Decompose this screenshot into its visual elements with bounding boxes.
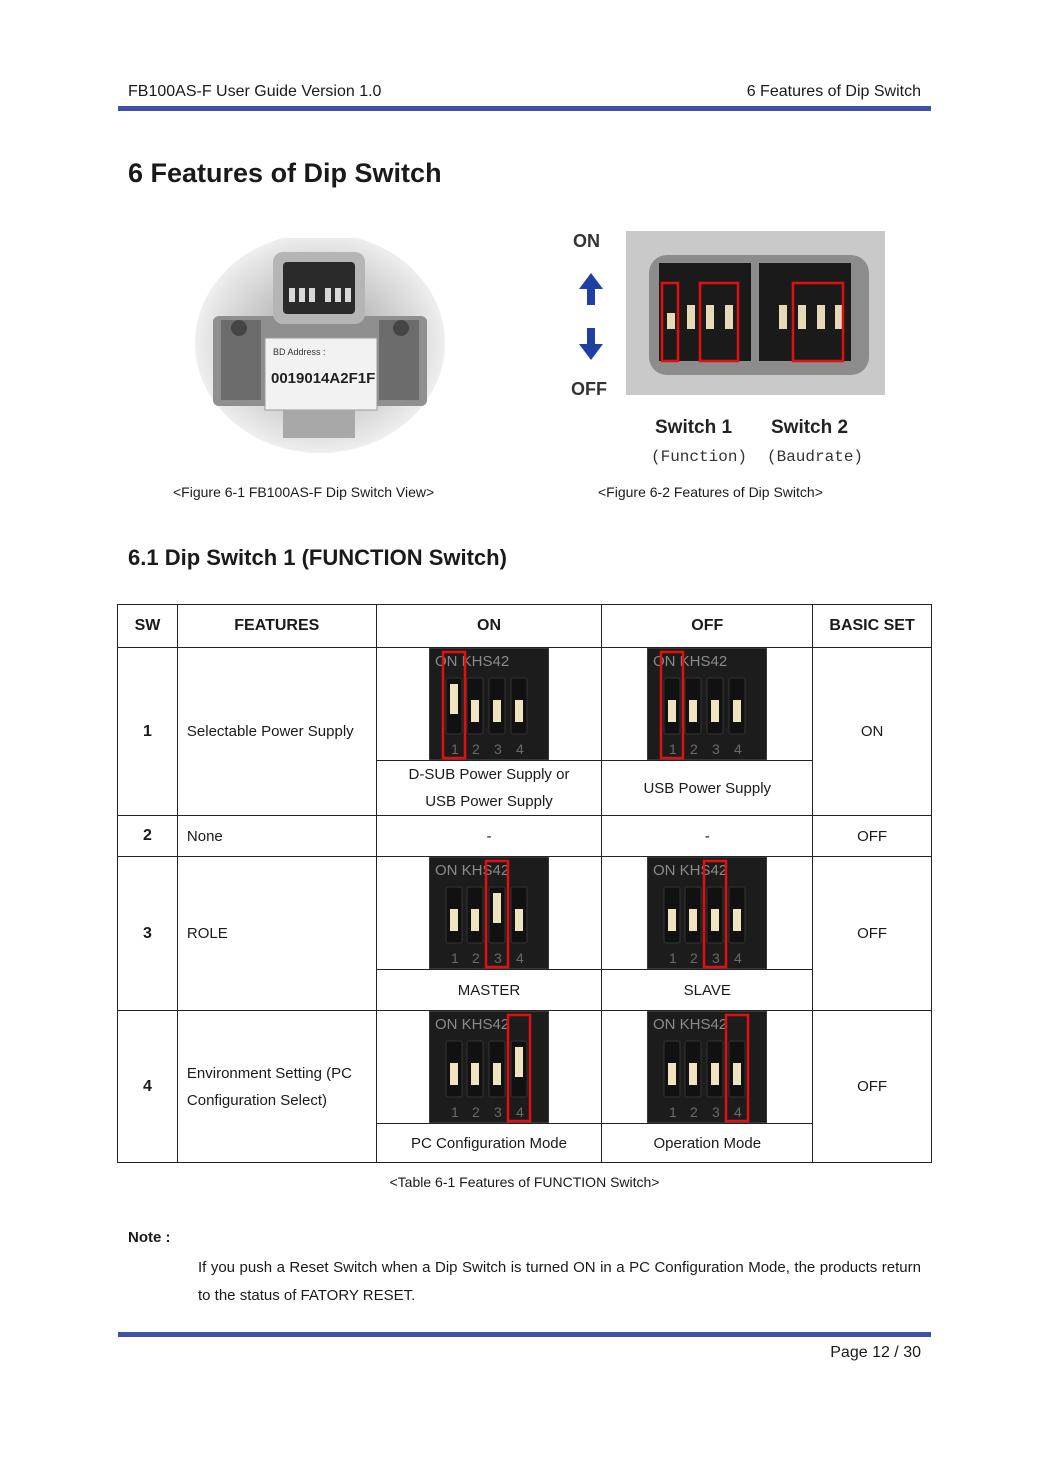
dip-lever xyxy=(685,887,701,943)
page-number: Page 12 / 30 xyxy=(830,1344,921,1361)
dip-lever xyxy=(511,1041,527,1097)
dip-number: 1 xyxy=(669,1104,678,1120)
dip-lever xyxy=(685,1041,701,1097)
dip-label: ON KHS42 xyxy=(653,653,728,670)
dip-number: 2 xyxy=(472,1104,480,1120)
dip-switch-features-figure xyxy=(565,225,890,470)
note-label: Note : xyxy=(128,1229,171,1246)
dip-number: 3 xyxy=(494,950,502,966)
dip-lever xyxy=(467,678,483,734)
dip-lever xyxy=(664,1041,680,1097)
figure-6-1-caption: <Figure 6-1 FB100AS-F Dip Switch View> xyxy=(173,484,435,500)
sw-number: 3 xyxy=(118,857,178,1011)
arrow-down-icon xyxy=(579,328,603,360)
function-switch-table xyxy=(117,604,932,1163)
dip-off-image-cell xyxy=(602,1011,813,1124)
dip-number: 2 xyxy=(690,950,699,966)
figure-6-2-caption: <Figure 6-2 Features of Dip Switch> xyxy=(598,484,823,500)
switch-2-sublabel: (Baudrate) xyxy=(767,448,864,466)
on-description: D-SUB Power Supply or USB Power Supply xyxy=(376,761,602,816)
dip-lever xyxy=(446,887,462,943)
dip-label: ON KHS42 xyxy=(653,862,728,879)
basic-set-value: OFF xyxy=(813,1011,932,1163)
off-description: - xyxy=(602,816,813,857)
header-basic-set: BASIC SET xyxy=(813,605,932,648)
footer-rule xyxy=(118,1332,931,1337)
dip-number: 2 xyxy=(690,741,699,757)
sw-number: 4 xyxy=(118,1011,178,1163)
header-rule xyxy=(118,106,931,111)
header-sw: SW xyxy=(118,605,178,648)
switch-2-label: Switch 2 xyxy=(771,417,849,438)
table-row xyxy=(118,1011,932,1124)
dip-on-image-cell xyxy=(376,1011,602,1124)
dip-lever xyxy=(729,887,745,943)
dip-lever xyxy=(664,887,680,943)
switch-1-sublabel: (Function) xyxy=(651,448,748,466)
bd-address-value: 0019014A2F1F xyxy=(271,370,376,387)
arrow-up-icon xyxy=(579,273,603,305)
dip-lever xyxy=(664,678,680,734)
dip-number: 3 xyxy=(494,1104,502,1120)
table-row xyxy=(118,648,932,761)
note-text: If you push a Reset Switch when a Dip Switch is turned ON in a PC Configuration Mode, the products return to the status of FATORY RESET. xyxy=(198,1259,921,1304)
dip-number: 2 xyxy=(472,950,480,966)
dip-lever xyxy=(489,1041,505,1097)
switch-1-label: Switch 1 xyxy=(655,417,733,438)
dip-lever xyxy=(489,678,505,734)
feature-name: ROLE xyxy=(177,857,376,1011)
dip-lever xyxy=(467,1041,483,1097)
dip-switch-3-on-image xyxy=(429,857,549,969)
sw-number: 2 xyxy=(118,816,178,857)
dip-off-image-cell xyxy=(602,857,813,970)
dip-off-image-cell xyxy=(602,648,813,761)
dip-switch-4-on-image xyxy=(429,1011,549,1123)
dip-number: 3 xyxy=(494,741,502,757)
dip-number: 1 xyxy=(451,950,459,966)
dip-lever xyxy=(446,1041,462,1097)
basic-set-value: OFF xyxy=(813,857,932,1011)
table-caption: <Table 6-1 Features of FUNCTION Switch> xyxy=(389,1174,660,1190)
dip-lever xyxy=(467,887,483,943)
basic-set-value: ON xyxy=(813,648,932,816)
dip-switch-4-off-image xyxy=(647,1011,767,1123)
dip-label: ON KHS42 xyxy=(435,862,510,879)
dip-lever xyxy=(729,678,745,734)
dip-label: ON KHS42 xyxy=(435,1016,510,1033)
header-doc-title: FB100AS-F User Guide Version 1.0 xyxy=(128,83,382,100)
dip-lever xyxy=(707,678,723,734)
header-features: FEATURES xyxy=(177,605,376,648)
off-description: SLAVE xyxy=(602,970,813,1011)
dip-number: 4 xyxy=(734,950,743,966)
dip-number: 1 xyxy=(451,1104,459,1120)
dip-number: 2 xyxy=(472,741,480,757)
dip-on-image-cell xyxy=(376,648,602,761)
dip-number: 4 xyxy=(516,1104,524,1120)
dip-number: 4 xyxy=(516,741,524,757)
dip-number: 3 xyxy=(712,1104,721,1120)
table-header-row xyxy=(118,605,932,648)
table-row xyxy=(118,857,932,970)
feature-name: None xyxy=(177,816,376,857)
dip-lever xyxy=(446,678,462,734)
dip-number: 1 xyxy=(669,950,678,966)
table-row xyxy=(118,816,932,857)
on-description: MASTER xyxy=(376,970,602,1011)
on-label: ON xyxy=(573,231,600,251)
dip-lever xyxy=(489,887,505,943)
dip-lever xyxy=(707,887,723,943)
bd-address-label: BD Address : xyxy=(273,347,326,357)
dip-switch-device-photo xyxy=(195,238,445,460)
off-description: Operation Mode xyxy=(602,1124,813,1163)
header-off: OFF xyxy=(602,605,813,648)
header-on: ON xyxy=(376,605,602,648)
header-section: 6 Features of Dip Switch xyxy=(746,83,921,100)
feature-name: Selectable Power Supply xyxy=(177,648,376,816)
dip-label: ON KHS42 xyxy=(653,1016,728,1033)
dip-number: 4 xyxy=(734,1104,743,1120)
feature-name: Environment Setting (PC Configuration Select) xyxy=(177,1011,376,1163)
dip-lever xyxy=(707,1041,723,1097)
dip-number: 3 xyxy=(712,950,721,966)
dip-number: 4 xyxy=(734,741,743,757)
dip-lever xyxy=(685,678,701,734)
sw-number: 1 xyxy=(118,648,178,816)
basic-set-value: OFF xyxy=(813,816,932,857)
dip-number: 1 xyxy=(669,741,678,757)
dip-number: 2 xyxy=(690,1104,699,1120)
dip-switch-1-on-image xyxy=(429,648,549,760)
page-header xyxy=(118,80,931,106)
dip-lever xyxy=(511,887,527,943)
off-label: OFF xyxy=(571,379,607,399)
section-title: 6.1 Dip Switch 1 (FUNCTION Switch) xyxy=(128,545,507,570)
on-description: - xyxy=(376,816,602,857)
dip-lever xyxy=(511,678,527,734)
dip-lever xyxy=(729,1041,745,1097)
dip-number: 3 xyxy=(712,741,721,757)
on-description: PC Configuration Mode xyxy=(376,1124,602,1163)
dip-number: 4 xyxy=(516,950,524,966)
dip-number: 1 xyxy=(451,741,459,757)
off-description: USB Power Supply xyxy=(602,761,813,816)
dip-on-image-cell xyxy=(376,857,602,970)
dip-switch-1-off-image xyxy=(647,648,767,760)
dip-switch-3-off-image xyxy=(647,857,767,969)
page-title: 6 Features of Dip Switch xyxy=(128,158,442,188)
dip-label: ON KHS42 xyxy=(435,653,510,670)
